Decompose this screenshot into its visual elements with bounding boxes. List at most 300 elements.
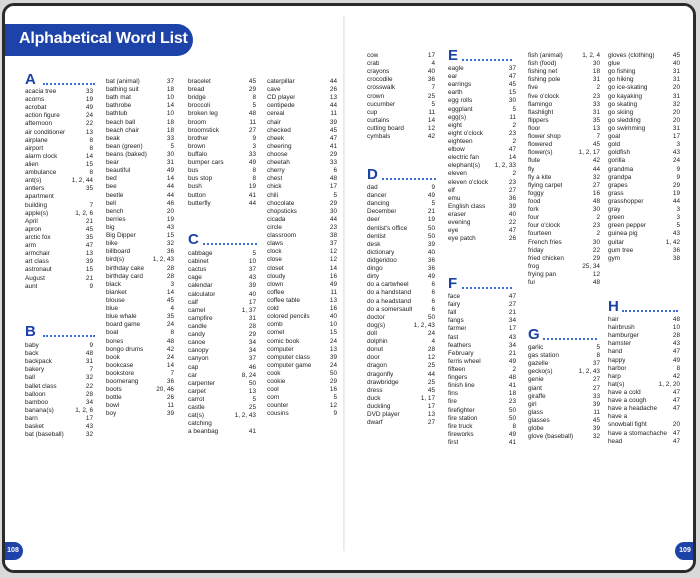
word-text: cow xyxy=(367,52,379,59)
word-text: grandma xyxy=(608,165,634,173)
word-entry xyxy=(448,122,516,130)
word-entry xyxy=(528,376,600,384)
word-text: eleven xyxy=(448,170,467,178)
word-text: blue xyxy=(106,305,119,313)
word-page-ref: 50 xyxy=(508,406,516,414)
word-text: crown xyxy=(367,92,385,100)
word-text: earth xyxy=(448,89,463,97)
word-text: car xyxy=(188,371,197,379)
word-page-ref: 49 xyxy=(85,104,93,112)
word-entry xyxy=(106,313,174,321)
word-text: boots xyxy=(106,386,122,394)
word-page-ref: 12 xyxy=(329,248,337,256)
word-page-ref: 47 xyxy=(329,134,337,142)
word-text: candy xyxy=(188,331,206,339)
word-entry xyxy=(608,190,680,198)
word-entry xyxy=(608,93,680,101)
word-page-ref: 23 xyxy=(508,129,516,137)
word-entry xyxy=(267,321,337,329)
word-text: flying carpet xyxy=(528,181,563,189)
word-text: drawbridge xyxy=(367,378,399,386)
word-entry xyxy=(106,394,174,402)
word-page-ref: 36 xyxy=(427,256,435,264)
word-page-ref: 43 xyxy=(85,423,93,431)
word-text: glove (baseball) xyxy=(528,433,574,441)
word-page-ref: 5 xyxy=(333,191,337,199)
word-page-ref: 28 xyxy=(166,264,174,272)
word-page-ref: 25 xyxy=(427,362,435,370)
word-text: blouse xyxy=(106,296,125,304)
word-text: counter xyxy=(267,402,289,410)
word-page-ref: 10 xyxy=(248,258,256,266)
word-page-ref: 26 xyxy=(329,86,337,94)
word-column-a1 xyxy=(25,88,93,291)
word-text: circle xyxy=(267,223,282,231)
word-entry xyxy=(528,344,600,352)
word-text: close xyxy=(267,256,282,264)
word-text: flower(s) xyxy=(528,149,553,157)
word-entry xyxy=(267,94,337,102)
word-entry xyxy=(448,106,516,114)
word-entry xyxy=(188,282,256,290)
word-text: computer xyxy=(267,345,294,353)
word-entry xyxy=(367,225,435,233)
word-page-ref: 47 xyxy=(508,146,516,154)
word-entry xyxy=(528,230,600,238)
word-page-ref: 39 xyxy=(329,353,337,361)
word-entry xyxy=(528,117,600,125)
word-page-ref: 8 xyxy=(89,169,93,177)
word-entry xyxy=(106,175,174,183)
word-page-ref: 20 xyxy=(672,116,680,124)
word-column-c2 xyxy=(267,78,337,419)
word-entry xyxy=(106,167,174,175)
word-entry xyxy=(608,60,680,68)
word-page-ref: 36 xyxy=(166,248,174,256)
word-text: berries xyxy=(106,215,126,223)
word-text: ambulance xyxy=(25,169,57,177)
word-page-ref: 20, 46 xyxy=(156,386,174,394)
word-page-ref: 10 xyxy=(166,110,174,118)
word-text: comic book xyxy=(267,337,300,345)
word-text: comb xyxy=(267,321,283,329)
word-entry xyxy=(528,198,600,206)
word-text: five xyxy=(528,84,538,92)
word-page-ref: 44 xyxy=(329,215,337,223)
word-entry xyxy=(25,96,93,104)
word-page-ref: 14 xyxy=(166,361,174,369)
word-text: finish line xyxy=(448,382,475,390)
word-page-ref: 13 xyxy=(427,411,435,419)
word-entry xyxy=(106,410,174,418)
word-text: choose xyxy=(267,150,288,158)
word-page-ref: 19 xyxy=(427,216,435,224)
word-page-ref: 4 xyxy=(431,338,435,346)
word-entry xyxy=(528,368,600,376)
word-page-ref: 41 xyxy=(248,191,256,199)
word-entry xyxy=(188,143,256,151)
word-text: beautiful xyxy=(106,167,131,175)
word-text: bracelet xyxy=(188,78,211,85)
word-entry xyxy=(267,305,337,313)
word-entry xyxy=(528,109,600,117)
word-entry xyxy=(367,184,435,192)
word-page-ref: 11 xyxy=(428,108,435,116)
word-page-ref: 18 xyxy=(166,86,174,94)
word-page-ref: 17 xyxy=(248,298,256,306)
word-text: bear xyxy=(106,159,119,167)
word-page-ref: 12 xyxy=(427,354,435,362)
word-text: go skiing xyxy=(608,108,634,116)
word-page-ref: 12 xyxy=(329,256,337,264)
letter-divider xyxy=(622,307,678,312)
word-page-ref: 18 xyxy=(508,390,516,398)
word-entry xyxy=(528,214,600,222)
word-page-ref: 28 xyxy=(166,272,174,280)
word-column-c3 xyxy=(367,52,435,141)
word-text: have a cold xyxy=(608,388,641,396)
word-entry xyxy=(25,415,93,423)
word-entry xyxy=(528,76,600,84)
word-text: butterfly xyxy=(188,199,211,207)
word-text: basket xyxy=(25,423,44,431)
word-page-ref: 44 xyxy=(166,183,174,191)
word-entry xyxy=(25,88,93,96)
word-page-ref: 9 xyxy=(431,184,435,191)
word-text: Big Dipper xyxy=(106,232,136,240)
word-entry xyxy=(188,364,256,372)
word-text: bench xyxy=(106,207,124,215)
word-entry xyxy=(25,185,93,193)
word-text: flamingo xyxy=(528,100,553,108)
word-entry xyxy=(608,421,680,429)
page-number-left: 108 xyxy=(3,542,23,560)
word-entry xyxy=(267,273,337,281)
word-text: hat(s) xyxy=(608,380,625,388)
word-text: glue xyxy=(608,60,621,68)
word-text: castle xyxy=(188,404,205,412)
word-page-ref: 34 xyxy=(248,339,256,347)
word-page-ref: 27 xyxy=(592,181,600,189)
word-text: friday xyxy=(528,246,544,254)
word-page-ref: 14 xyxy=(166,175,174,183)
word-text: fire station xyxy=(448,414,478,422)
word-text: have a cough xyxy=(608,397,647,405)
word-page-ref: 16 xyxy=(592,189,600,197)
word-text: chest xyxy=(267,175,283,183)
word-entry xyxy=(367,362,435,370)
word-text: August xyxy=(25,274,45,282)
word-text: cabinet xyxy=(188,258,209,266)
word-text: boy xyxy=(106,410,117,418)
word-page-ref: 45 xyxy=(166,296,174,304)
word-text: head xyxy=(608,437,623,445)
word-page-ref: 45 xyxy=(85,225,93,233)
word-entry xyxy=(106,338,174,346)
word-text: bush xyxy=(188,183,202,191)
word-entry xyxy=(367,322,435,330)
word-column-h xyxy=(608,316,680,446)
word-page-ref: 20 xyxy=(672,108,680,116)
word-text: antlers xyxy=(25,185,45,193)
word-entry xyxy=(367,338,435,346)
word-text: bathtub xyxy=(106,110,128,118)
word-page-ref: 8 xyxy=(89,144,93,152)
word-column-c1 xyxy=(188,250,256,437)
word-page-ref: 7 xyxy=(89,366,93,374)
word-page-ref: 36 xyxy=(427,265,435,273)
word-text: bath mat xyxy=(106,94,131,102)
word-page-ref: 42 xyxy=(672,372,680,380)
word-entry xyxy=(106,281,174,289)
word-page-ref: 8 xyxy=(89,136,93,144)
word-text: calculator xyxy=(188,290,216,298)
word-page-ref: 37 xyxy=(329,240,337,248)
word-text: dingo xyxy=(367,265,383,273)
word-page-ref: 13 xyxy=(329,296,337,304)
word-page-ref: 44 xyxy=(329,78,337,85)
word-entry xyxy=(106,321,174,329)
word-page-ref: 1, 2, 44 xyxy=(71,177,93,185)
word-entry xyxy=(188,183,256,191)
word-page-ref: 48 xyxy=(248,110,256,118)
word-page-ref: 1, 2, 33 xyxy=(494,162,516,170)
word-page-ref: 45 xyxy=(592,141,600,149)
page-title: Alphabetical Word List xyxy=(19,30,188,47)
word-entry xyxy=(448,342,516,350)
word-text: gold xyxy=(608,141,621,149)
word-page-ref: 31 xyxy=(248,314,256,322)
word-text: four o'clock xyxy=(528,222,561,230)
word-page-ref: 31 xyxy=(672,76,680,84)
word-page-ref: 47 xyxy=(672,397,680,405)
word-text: go fishing xyxy=(608,68,636,76)
word-text: go sledding xyxy=(608,116,641,124)
word-entry xyxy=(188,299,256,307)
word-entry xyxy=(106,256,174,264)
word-text: armchair xyxy=(25,250,50,258)
word-text: evening xyxy=(448,219,471,227)
word-text: dentist's office xyxy=(367,224,408,232)
word-entry xyxy=(528,271,600,279)
word-page-ref: 34 xyxy=(248,347,256,355)
word-page-ref: 1, 37 xyxy=(241,306,256,314)
word-page-ref: 49 xyxy=(427,192,435,200)
word-entry xyxy=(267,102,337,110)
word-page-ref: 44 xyxy=(248,199,256,207)
word-text: go swimming xyxy=(608,124,646,132)
word-entry xyxy=(106,289,174,297)
word-page-ref: 40 xyxy=(248,290,256,298)
word-page-ref: 41 xyxy=(508,438,516,446)
word-entry xyxy=(188,192,256,200)
word-entry xyxy=(267,78,337,86)
letter-heading-e: E xyxy=(448,47,459,64)
word-page-ref: 25, 34 xyxy=(582,262,600,270)
word-entry xyxy=(25,350,93,358)
word-entry xyxy=(267,240,337,248)
word-page-ref: 27 xyxy=(427,419,435,427)
word-page-ref: 30 xyxy=(329,207,337,215)
word-entry xyxy=(106,354,174,362)
word-entry xyxy=(448,211,516,219)
word-text: carpet xyxy=(188,387,206,395)
word-entry xyxy=(448,301,516,309)
word-entry xyxy=(367,265,435,273)
word-page-ref: 20 xyxy=(672,421,680,429)
word-text: French fries xyxy=(528,238,562,246)
word-entry xyxy=(106,143,174,151)
word-text: elbow xyxy=(448,146,465,154)
word-text: dragon xyxy=(367,362,387,370)
letter-divider xyxy=(382,175,436,180)
word-entry xyxy=(448,350,516,358)
word-page-ref: 4 xyxy=(170,305,174,313)
word-entry xyxy=(367,379,435,387)
word-page-ref: 5 xyxy=(252,250,256,257)
word-entry xyxy=(367,192,435,200)
word-page-ref: 17 xyxy=(85,414,93,422)
word-entry xyxy=(608,68,680,76)
word-text: do a handstand xyxy=(367,289,412,297)
word-entry xyxy=(608,214,680,222)
word-entry xyxy=(367,419,435,427)
word-page-ref: 30 xyxy=(592,238,600,246)
word-text: do a somersault xyxy=(367,305,413,313)
word-entry xyxy=(106,265,174,273)
word-text: ballet class xyxy=(25,382,57,390)
word-entry xyxy=(106,208,174,216)
word-text: feathers xyxy=(448,341,472,349)
word-text: frog xyxy=(528,262,540,270)
word-page-ref: 1, 2, 17 xyxy=(578,149,600,157)
word-entry xyxy=(188,372,256,380)
word-text: fast xyxy=(448,333,459,341)
word-entry xyxy=(448,407,516,415)
word-page-ref: 41 xyxy=(329,142,337,150)
word-text: fourteen xyxy=(528,230,552,238)
word-column-g1 xyxy=(528,344,600,441)
word-entry xyxy=(106,110,174,118)
word-text: cabbage xyxy=(188,250,213,257)
word-entry xyxy=(528,239,600,247)
word-text: cucumber xyxy=(367,100,396,108)
word-text: comet xyxy=(267,329,285,337)
word-entry xyxy=(528,222,600,230)
word-text: have a xyxy=(608,413,628,421)
word-page-ref: 1, 2, 43 xyxy=(413,321,435,329)
word-page-ref: 47 xyxy=(508,73,516,81)
word-text: desk xyxy=(367,240,381,248)
word-entry xyxy=(188,135,256,143)
word-page-ref: 48 xyxy=(166,337,174,345)
word-text: barn xyxy=(25,414,38,422)
word-page-ref: 21 xyxy=(427,208,435,216)
word-page-ref: 15 xyxy=(85,266,93,274)
word-entry xyxy=(608,324,680,332)
word-page-ref: 43 xyxy=(672,340,680,348)
word-text: closet xyxy=(267,264,284,272)
word-text: giant xyxy=(528,384,542,392)
word-page-ref: 33 xyxy=(166,134,174,142)
word-text: brown xyxy=(188,142,206,150)
word-page-ref: 19 xyxy=(248,183,256,191)
word-entry xyxy=(367,257,435,265)
word-entry xyxy=(106,378,174,386)
word-text: go kayaking xyxy=(608,92,643,100)
word-text: floor xyxy=(528,124,541,132)
word-entry xyxy=(267,248,337,256)
word-text: dictionary xyxy=(367,248,395,256)
word-page-ref: 9 xyxy=(333,410,337,418)
word-entry xyxy=(608,340,680,348)
letter-heading-h: H xyxy=(608,298,619,315)
word-text: bridge xyxy=(188,94,206,102)
word-text: bongo drums xyxy=(106,345,144,353)
word-text: fifteen xyxy=(448,365,466,373)
word-text: happy xyxy=(608,356,626,364)
word-text: crab xyxy=(367,60,380,68)
letter-divider xyxy=(462,284,512,289)
word-page-ref: 41 xyxy=(248,428,256,436)
word-text: curtains xyxy=(367,116,390,124)
word-page-ref: 2 xyxy=(596,230,600,238)
word-entry xyxy=(188,307,256,315)
word-page-ref: 31 xyxy=(85,358,93,366)
word-text: centipede xyxy=(267,102,295,110)
word-page-ref: 24 xyxy=(166,321,174,329)
word-entry xyxy=(267,346,337,354)
word-page-ref: 13 xyxy=(592,124,600,132)
word-page-ref: 3 xyxy=(170,280,174,288)
word-text: fairy xyxy=(448,301,461,309)
word-text: eagle xyxy=(448,65,464,72)
word-page-ref: 29 xyxy=(592,254,600,262)
word-entry xyxy=(267,183,337,191)
word-text: apartment xyxy=(25,193,54,201)
word-page-ref: 6 xyxy=(333,167,337,175)
word-text: carrot xyxy=(188,395,205,403)
word-page-ref: 36 xyxy=(508,194,516,202)
word-text: eye xyxy=(448,227,459,235)
word-entry xyxy=(448,415,516,423)
word-page-ref: 24 xyxy=(85,112,93,120)
word-text: buffalo xyxy=(188,150,208,158)
word-entry xyxy=(367,109,435,117)
word-page-ref: 3 xyxy=(252,142,256,150)
word-text: apple(s) xyxy=(25,209,49,217)
word-text: gorilla xyxy=(608,157,626,165)
word-text: calf xyxy=(188,298,198,306)
word-entry xyxy=(367,289,435,297)
word-text: frying pan xyxy=(528,270,557,278)
word-page-ref: 35 xyxy=(85,233,93,241)
word-entry xyxy=(106,216,174,224)
word-text: book xyxy=(106,353,120,361)
word-entry xyxy=(25,366,93,374)
word-entry xyxy=(267,402,337,410)
word-text: campfire xyxy=(188,314,213,322)
word-text: fork xyxy=(528,206,539,214)
word-entry xyxy=(25,112,93,120)
word-page-ref: 14 xyxy=(166,102,174,110)
word-entry xyxy=(188,396,256,404)
letter-heading-a: A xyxy=(25,71,36,88)
word-entry xyxy=(448,97,516,105)
right-page xyxy=(345,6,693,570)
word-page-ref: 45 xyxy=(508,81,516,89)
word-entry xyxy=(367,395,435,403)
